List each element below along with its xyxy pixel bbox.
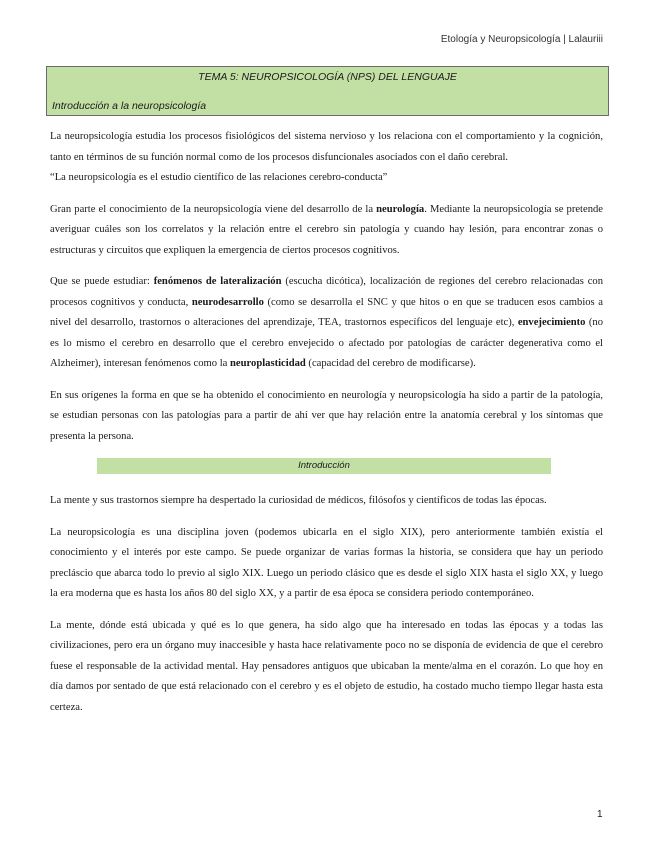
paragraph-text: Que se puede estudiar: xyxy=(50,276,154,287)
paragraph-text: (escucha dicótica), localización de regiones del cerebro relacionadas con procesos cognitivos y conducta, xyxy=(50,276,603,308)
bold-term: envejecimiento xyxy=(517,317,586,328)
bold-term: neuroplasticidad xyxy=(230,358,306,369)
paragraph-text: (como se desarrolla el SNC y que hitos o en que se traducen esos cambios a nivel del desarrollo, trastornos o alteraciones del aprendizaje, TEA, trastornos específicos del lenguaje etc), xyxy=(50,296,603,328)
bold-term: neurología xyxy=(376,203,425,215)
chapter-title: TEMA 5: NEUROPSICOLOGÍA (NPS) DEL LENGUAJE xyxy=(198,71,457,83)
paragraph: La neuropsicología es una disciplina joven (podemos ubicarla en el siglo XIX), pero anteriormente también existía el conocimiento y el interés por este campo. Se puede organizar de varias formas la historia, se considera que hay un periodo precláscio que abarca todo lo previo al siglo XIX. Luego un periodo clásico que es desde el siglo XIX hasta el siglo XX, y luego la era moderna que es hasta los años 80 del siglo XX, y a partir de esa época se considera periodo contemporáneo. xyxy=(50,526,603,599)
paragraph-text: Gran parte el conocimiento de la neuropsicología viene del desarrollo de la xyxy=(50,203,377,215)
paragraph-text: . Mediante la neuropsicología se pretende averiguar cuáles son los correlatos y la relación entre el cerebro sin patología y cuando hay lesión, para encontrar zonas o estructuras y circuitos que expliquen la emergencia de ciertos procesos cognitivos. xyxy=(50,203,603,256)
paragraph-text: (no es lo mismo el cerebro en desarrollo que el cerebro envejecido o afectado por patologías de carácter degenerativa como el Alzheimer), interesan fenómenos como la xyxy=(50,317,603,369)
paragraph: En sus orígenes la forma en que se ha obtenido el conocimiento en neurología y neuropsicología ha sido a partir de la patología, se estudian personas con las patologías para a partir de ahí ver que hay relación entre la anatomía cerebral y los síntomas que presenta la persona. xyxy=(50,389,603,442)
paragraph xyxy=(50,272,603,375)
chapter-subtitle: Introducción a la neuropsicología xyxy=(52,100,207,112)
chapter-title-box xyxy=(46,66,609,116)
paragraph: La mente y sus trastornos siempre ha despertado la curiosidad de médicos, filósofos y científicos de todas las épocas. xyxy=(50,495,547,506)
paragraph xyxy=(50,200,603,262)
body-text xyxy=(50,127,603,729)
running-header: Etología y Neuropsicología | Lalauriii xyxy=(440,34,603,45)
bold-term: fenómenos de lateralización xyxy=(153,276,282,287)
bold-term: neurodesarrollo xyxy=(191,296,264,308)
paragraph: La mente, dónde está ubicada y qué es lo que genera, ha sido algo que ha interesado en todas las épocas y a todas las civilizaciones, pero era un órgano muy inaccesible y hasta hace relativamente poco no se disponía de evidencia de que el cerebro fuese el responsable de la actividad mental. Hay pensadores antiguos que ubicaban la mente/alma en el corazón. Lo que hoy en día damos por sentado de que está relacionado con el cerebro y es el objeto de estudio, ha costado mucho tiempo llegar hasta esta certeza. xyxy=(50,619,603,713)
quote-text: “La neuropsicología es el estudio científico de las relaciones cerebro-conducta” xyxy=(50,172,388,183)
paragraph xyxy=(50,127,603,189)
paragraph-text: (capacidad del cerebro de modificarse). xyxy=(305,358,476,369)
paragraph-text: La neuropsicología estudia los procesos fisiológicos del sistema nervioso y los relaciona con el comportamiento y la cognición, tanto en términos de su función normal como de los procesos disfuncionales asociados con el daño cerebral. xyxy=(50,131,603,163)
section-heading: Introducción xyxy=(97,458,551,474)
page-number: 1 xyxy=(597,809,603,820)
